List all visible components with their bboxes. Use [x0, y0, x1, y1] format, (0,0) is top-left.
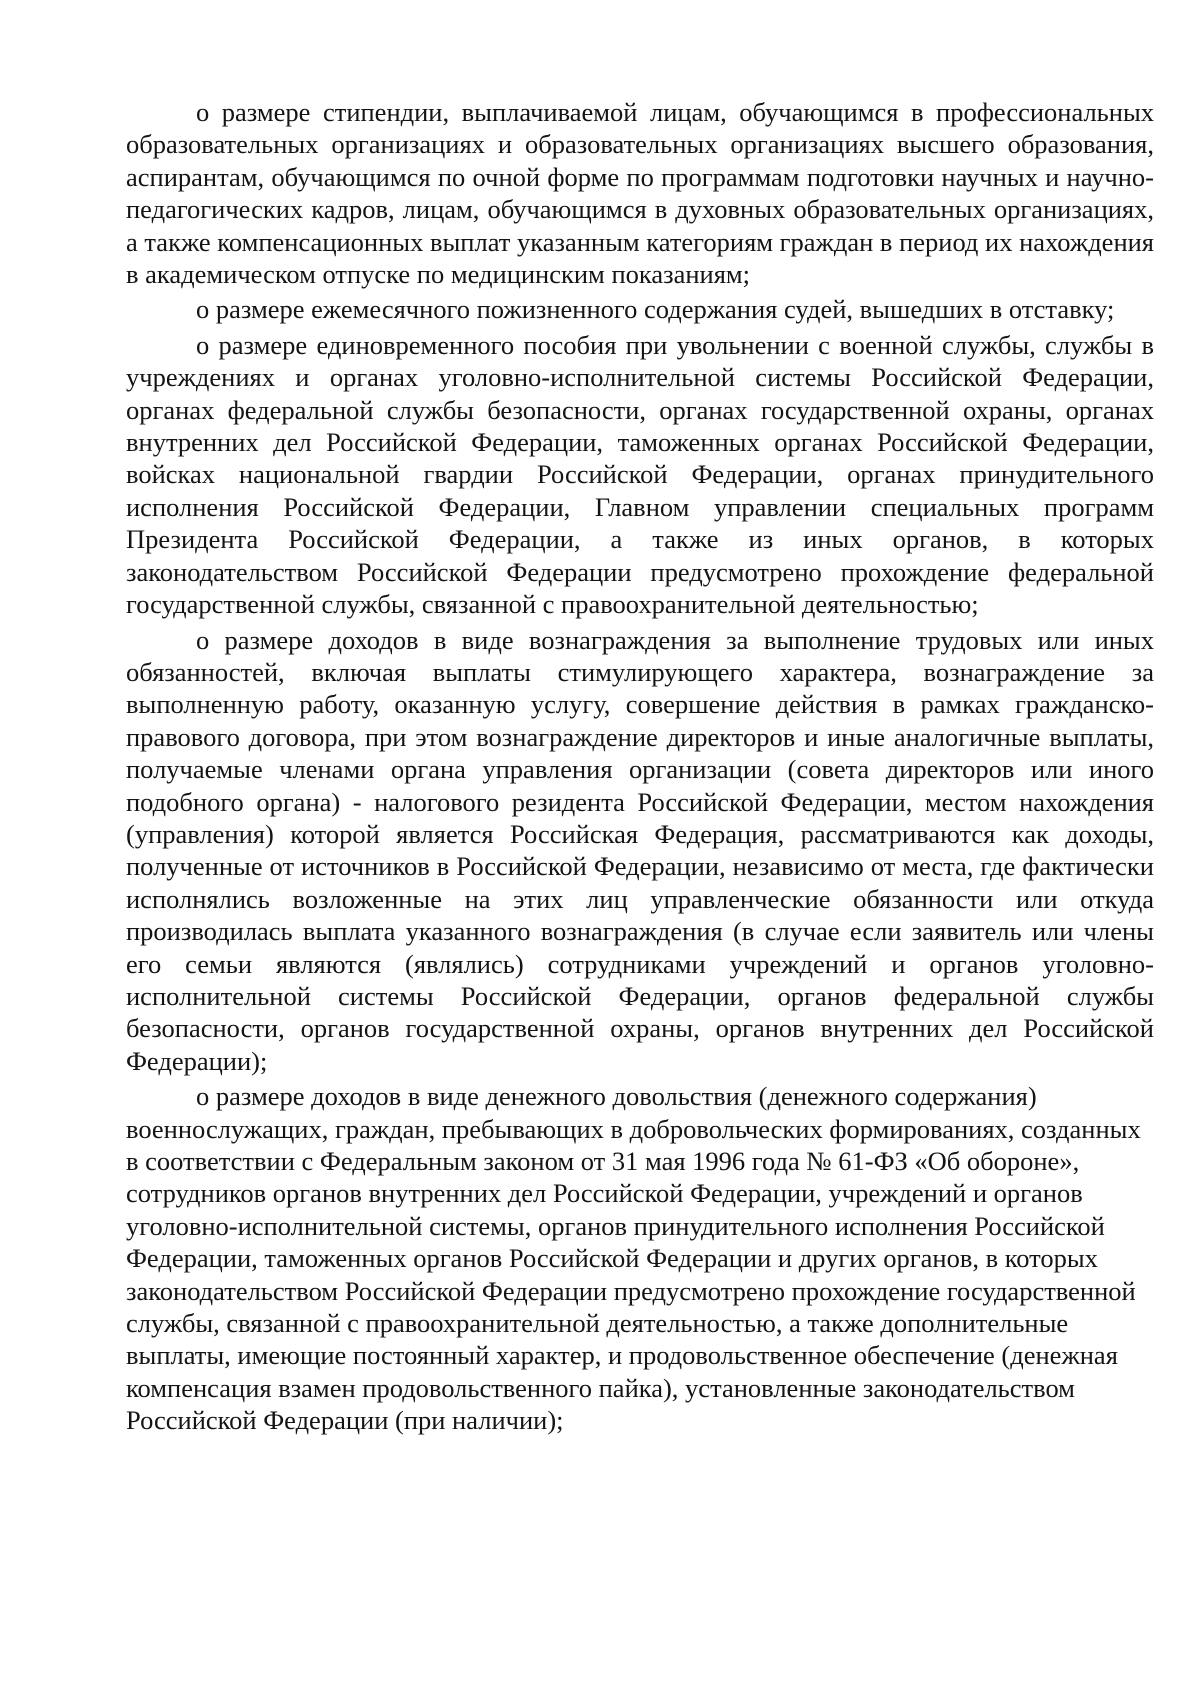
- paragraph-remuneration-income: о размере доходов в виде вознаграждения за выполнение трудовых или иных обязанностей, включая выплаты стимулирующего характера, вознаграждение за выполненную работу, оказанную услугу, совершение действия в рамках гражданско-правового договора, при этом вознаграждение директоров и иные аналогичные выплаты, получаемые членами органа управления организации (совета директоров или иного подобного органа) - налогового резидента Российской Федерации, местом нахождения (управления) которой является Российская Федерация, рассматриваются как доходы, полученные от источников в Российской Федерации, независимо от места, где фактически исполнялись возложенные на этих лиц управленческие обязанности или откуда производилась выплата указанного вознаграждения (в случае если заявитель или члены его семьи являются (являлись) сотрудниками учреждений и органов уголовно-исполнительной системы Российской Федерации, органов федеральной службы безопасности, органов государственной охраны, органов внутренних дел Российской Федерации);: [126, 624, 1154, 1076]
- paragraph-severance-benefit: о размере единовременного пособия при увольнении с военной службы, службы в учреждениях и органах уголовно-исполнительной системы Российской Федерации, органах федеральной службы безопасности, органах государственной охраны, органах внутренних дел Российской Федерации, таможенных органах Российской Федерации, войсках национальной гвардии Российской Федерации, органах принудительного исполнения Российской Федерации, Главном управлении специальных программ Президента Российской Федерации, а также из иных органов, в которых законодательством Российской Федерации предусмотрено прохождение федеральной государственной службы, связанной с правоохранительной деятельностью;: [126, 329, 1154, 620]
- paragraph-judges-allowance: о размере ежемесячного пожизненного содержания судей, вышедших в отставку;: [196, 294, 1115, 325]
- document-body: [126, 96, 1154, 1440]
- paragraph-stipend: о размере стипендии, выплачиваемой лицам, обучающимся в профессиональных образовательных организациях и образовательных организациях высшего образования, аспирантам, обучающимся по очной форме по программам подготовки научных и научно-педагогических кадров, лицам, обучающимся в духовных образовательных организациях, а также компенсационных выплат указанным категориям граждан в период их нахождения в академическом отпуске по медицинским показаниям;: [126, 97, 1154, 290]
- paragraph-monetary-allowance: о размере доходов в виде денежного довольствия (денежного содержания) военнослужащих, граждан, пребывающих в добровольческих формированиях, созданных в соответствии с Федеральным законом от 31 мая 1996 года № 61-ФЗ «Об обороне», сотрудников органов внутренних дел Российской Федерации, учреждений и органов уголовно-исполнительной системы, органов принудительного исполнения Российской Федерации, таможенных органов Российской Федерации и других органов, в которых законодательством Российской Федерации предусмотрено прохождение государственной службы, связанной с правоохранительной деятельностью, а также дополнительные выплаты, имеющие постоянный характер, и продовольственное обеспечение (денежная компенсация взамен продовольственного пайка), установленные законодательством Российской Федерации (при наличии);: [126, 1081, 1141, 1436]
